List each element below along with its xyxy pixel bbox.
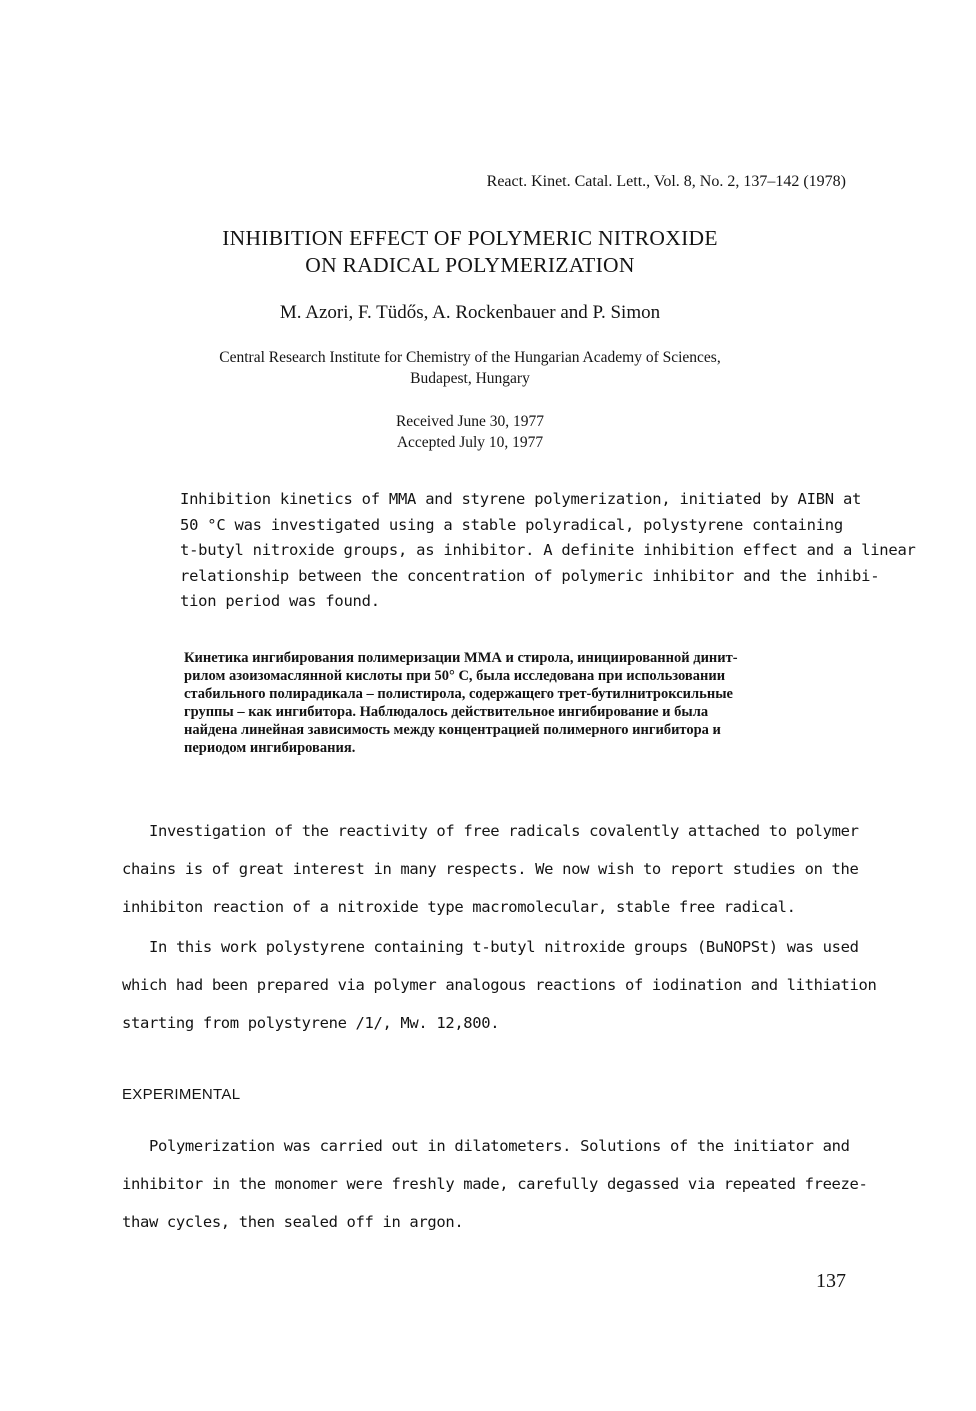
- paper-title: [120, 225, 820, 279]
- body-paragraph-materials: [122, 928, 882, 1042]
- submission-dates: [120, 411, 820, 453]
- affiliation-line: Central Research Institute for Chemistry of the Hungarian Academy of Sciences,: [219, 349, 721, 366]
- section-heading-experimental: EXPERIMENTAL: [122, 1086, 241, 1103]
- body-line: which had been prepared via polymer analogous reactions of iodination and lithiation: [122, 976, 877, 994]
- body-paragraph-intro: [122, 812, 882, 926]
- accepted-date: Accepted July 10, 1977: [396, 434, 544, 451]
- page-number: 137: [816, 1270, 846, 1292]
- journal-citation: React. Kinet. Catal. Lett., Vol. 8, No. 2, 137–142 (1978): [486, 173, 846, 190]
- title-line: ON RADICAL POLYMERIZATION: [305, 253, 635, 277]
- body-line: inhibitor in the monomer were freshly made, carefully degassed via repeated freeze-: [122, 1175, 868, 1193]
- abstract-line: Кинетика ингибирования полимеризации ММА и стирола, инициированной динит-: [184, 650, 738, 666]
- affiliation: [120, 347, 820, 389]
- abstract-line: t-butyl nitroxide groups, as inhibitor. A definite inhibition effect and a linear: [180, 541, 916, 559]
- received-date: Received June 30, 1977: [395, 413, 545, 430]
- abstract-line: tion period was found.: [180, 592, 380, 610]
- body-line: chains is of great interest in many respects. We now wish to report studies on the: [122, 860, 859, 878]
- abstract-english: [180, 487, 916, 615]
- abstract-russian: [184, 649, 864, 757]
- abstract-line: найдена линейная зависимость между концентрацией полимерного ингибитора и: [184, 722, 721, 738]
- body-paragraph-experimental: [122, 1127, 882, 1241]
- body-line: Investigation of the reactivity of free radicals covalently attached to polymer: [149, 822, 859, 840]
- affiliation-line: Budapest, Hungary: [410, 370, 530, 387]
- author-list: M. Azori, F. Tüdős, A. Rockenbauer and P. Simon: [279, 302, 661, 323]
- abstract-line: стабильного полирадикала – полистирола, содержащего трет-бутилнитроксильные: [184, 686, 733, 702]
- abstract-line: рилом азоизомаслянной кислоты при 50° С, была исследована при использовании: [184, 668, 726, 684]
- title-line: INHIBITION EFFECT OF POLYMERIC NITROXIDE: [222, 226, 718, 250]
- abstract-line: Inhibition kinetics of MMA and styrene polymerization, initiated by AIBN at: [180, 490, 862, 508]
- body-line: inhibiton reaction of a nitroxide type macromolecular, stable free radical.: [122, 898, 796, 916]
- abstract-line: группы – как ингибитора. Наблюдалось действительное ингибирование и была: [184, 704, 709, 720]
- body-line: In this work polystyrene containing t-butyl nitroxide groups (BuNOPSt) was used: [149, 938, 859, 956]
- abstract-line: 50 °C was investigated using a stable polyradical, polystyrene containing: [180, 515, 843, 534]
- body-line: starting from polystyrene /1/, Mw. 12,800.: [122, 1014, 500, 1032]
- body-line: Polymerization was carried out in dilatometers. Solutions of the initiator and: [149, 1137, 850, 1155]
- body-line: thaw cycles, then sealed off in argon.: [122, 1213, 464, 1231]
- abstract-line: периодом ингибирования.: [184, 740, 356, 756]
- abstract-line: relationship between the concentration of polymeric inhibitor and the inhibi-: [180, 566, 880, 585]
